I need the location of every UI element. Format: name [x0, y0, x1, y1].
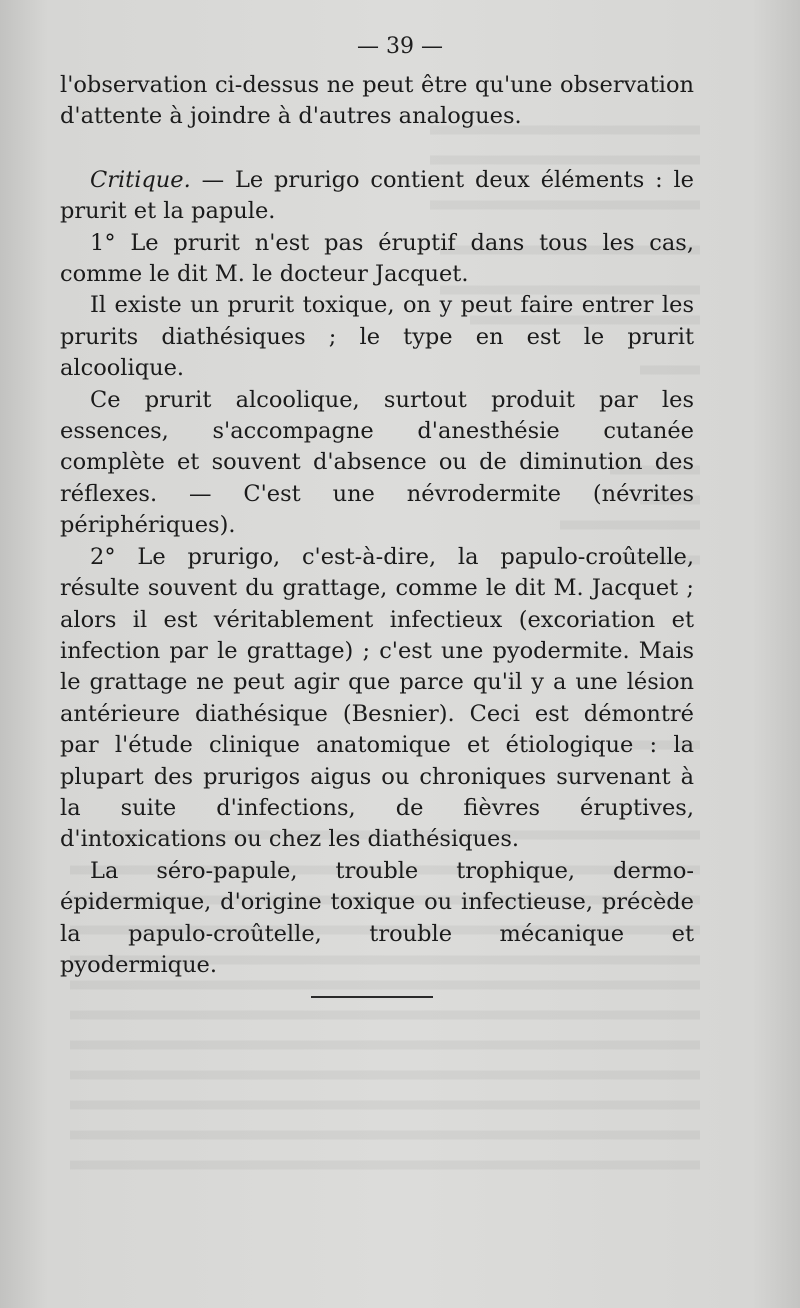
paragraph: 2° Le prurigo, c'est-à-dire, la papulo-croûtelle, résulte souvent du grattage, comme le dit M. Jacquet ; alors il est véritablement infectieux (excoriation et infection par le grattage) ; c'est une pyodermite. Mais le grattage ne peut agir que parce qu'il y a une lésion antérieure diathésique (Besnier). Ceci est démontré par l'étude clinique anatomique et étiologique : la plupart des prurigos aigus ou chroniques survenant à la suite d'infections, de fièvres éruptives, d'intoxications ou chez les diathésiques. [60, 543, 694, 853]
paragraph: Il existe un prurit toxique, on y peut faire entrer les prurits diathésiques ; le type en est le prurit alcoolique. [60, 292, 694, 382]
paragraph [60, 165, 694, 228]
paragraph: Ce prurit alcoolique, surtout produit par les essences, s'accompagne d'anesthésie cutanée complète et souvent d'absence ou de diminution des réflexes. — C'est une névrodermite (névrites périphériques). [60, 386, 694, 539]
paragraph: l'observation ci-dessus ne peut être qu'une observation d'attente à joindre à d'autres analogues. [60, 72, 694, 130]
page-number: — 39 — [357, 34, 443, 59]
paragraph: 1° Le prurit n'est pas éruptif dans tous les cas, comme le dit M. le docteur Jacquet. [60, 229, 694, 288]
paragraph: La séro-papule, trouble trophique, dermo-épidermique, d'origine toxique ou infectieuse, précède la papulo-croûtelle, trouble mécanique et pyodermique. [60, 857, 694, 978]
paragraph-text: — Le prurigo contient deux éléments : le prurit et la papule. [60, 166, 694, 225]
section-rule [311, 996, 433, 998]
paragraph-lead: Critique. [90, 166, 191, 193]
body-text [60, 70, 694, 981]
